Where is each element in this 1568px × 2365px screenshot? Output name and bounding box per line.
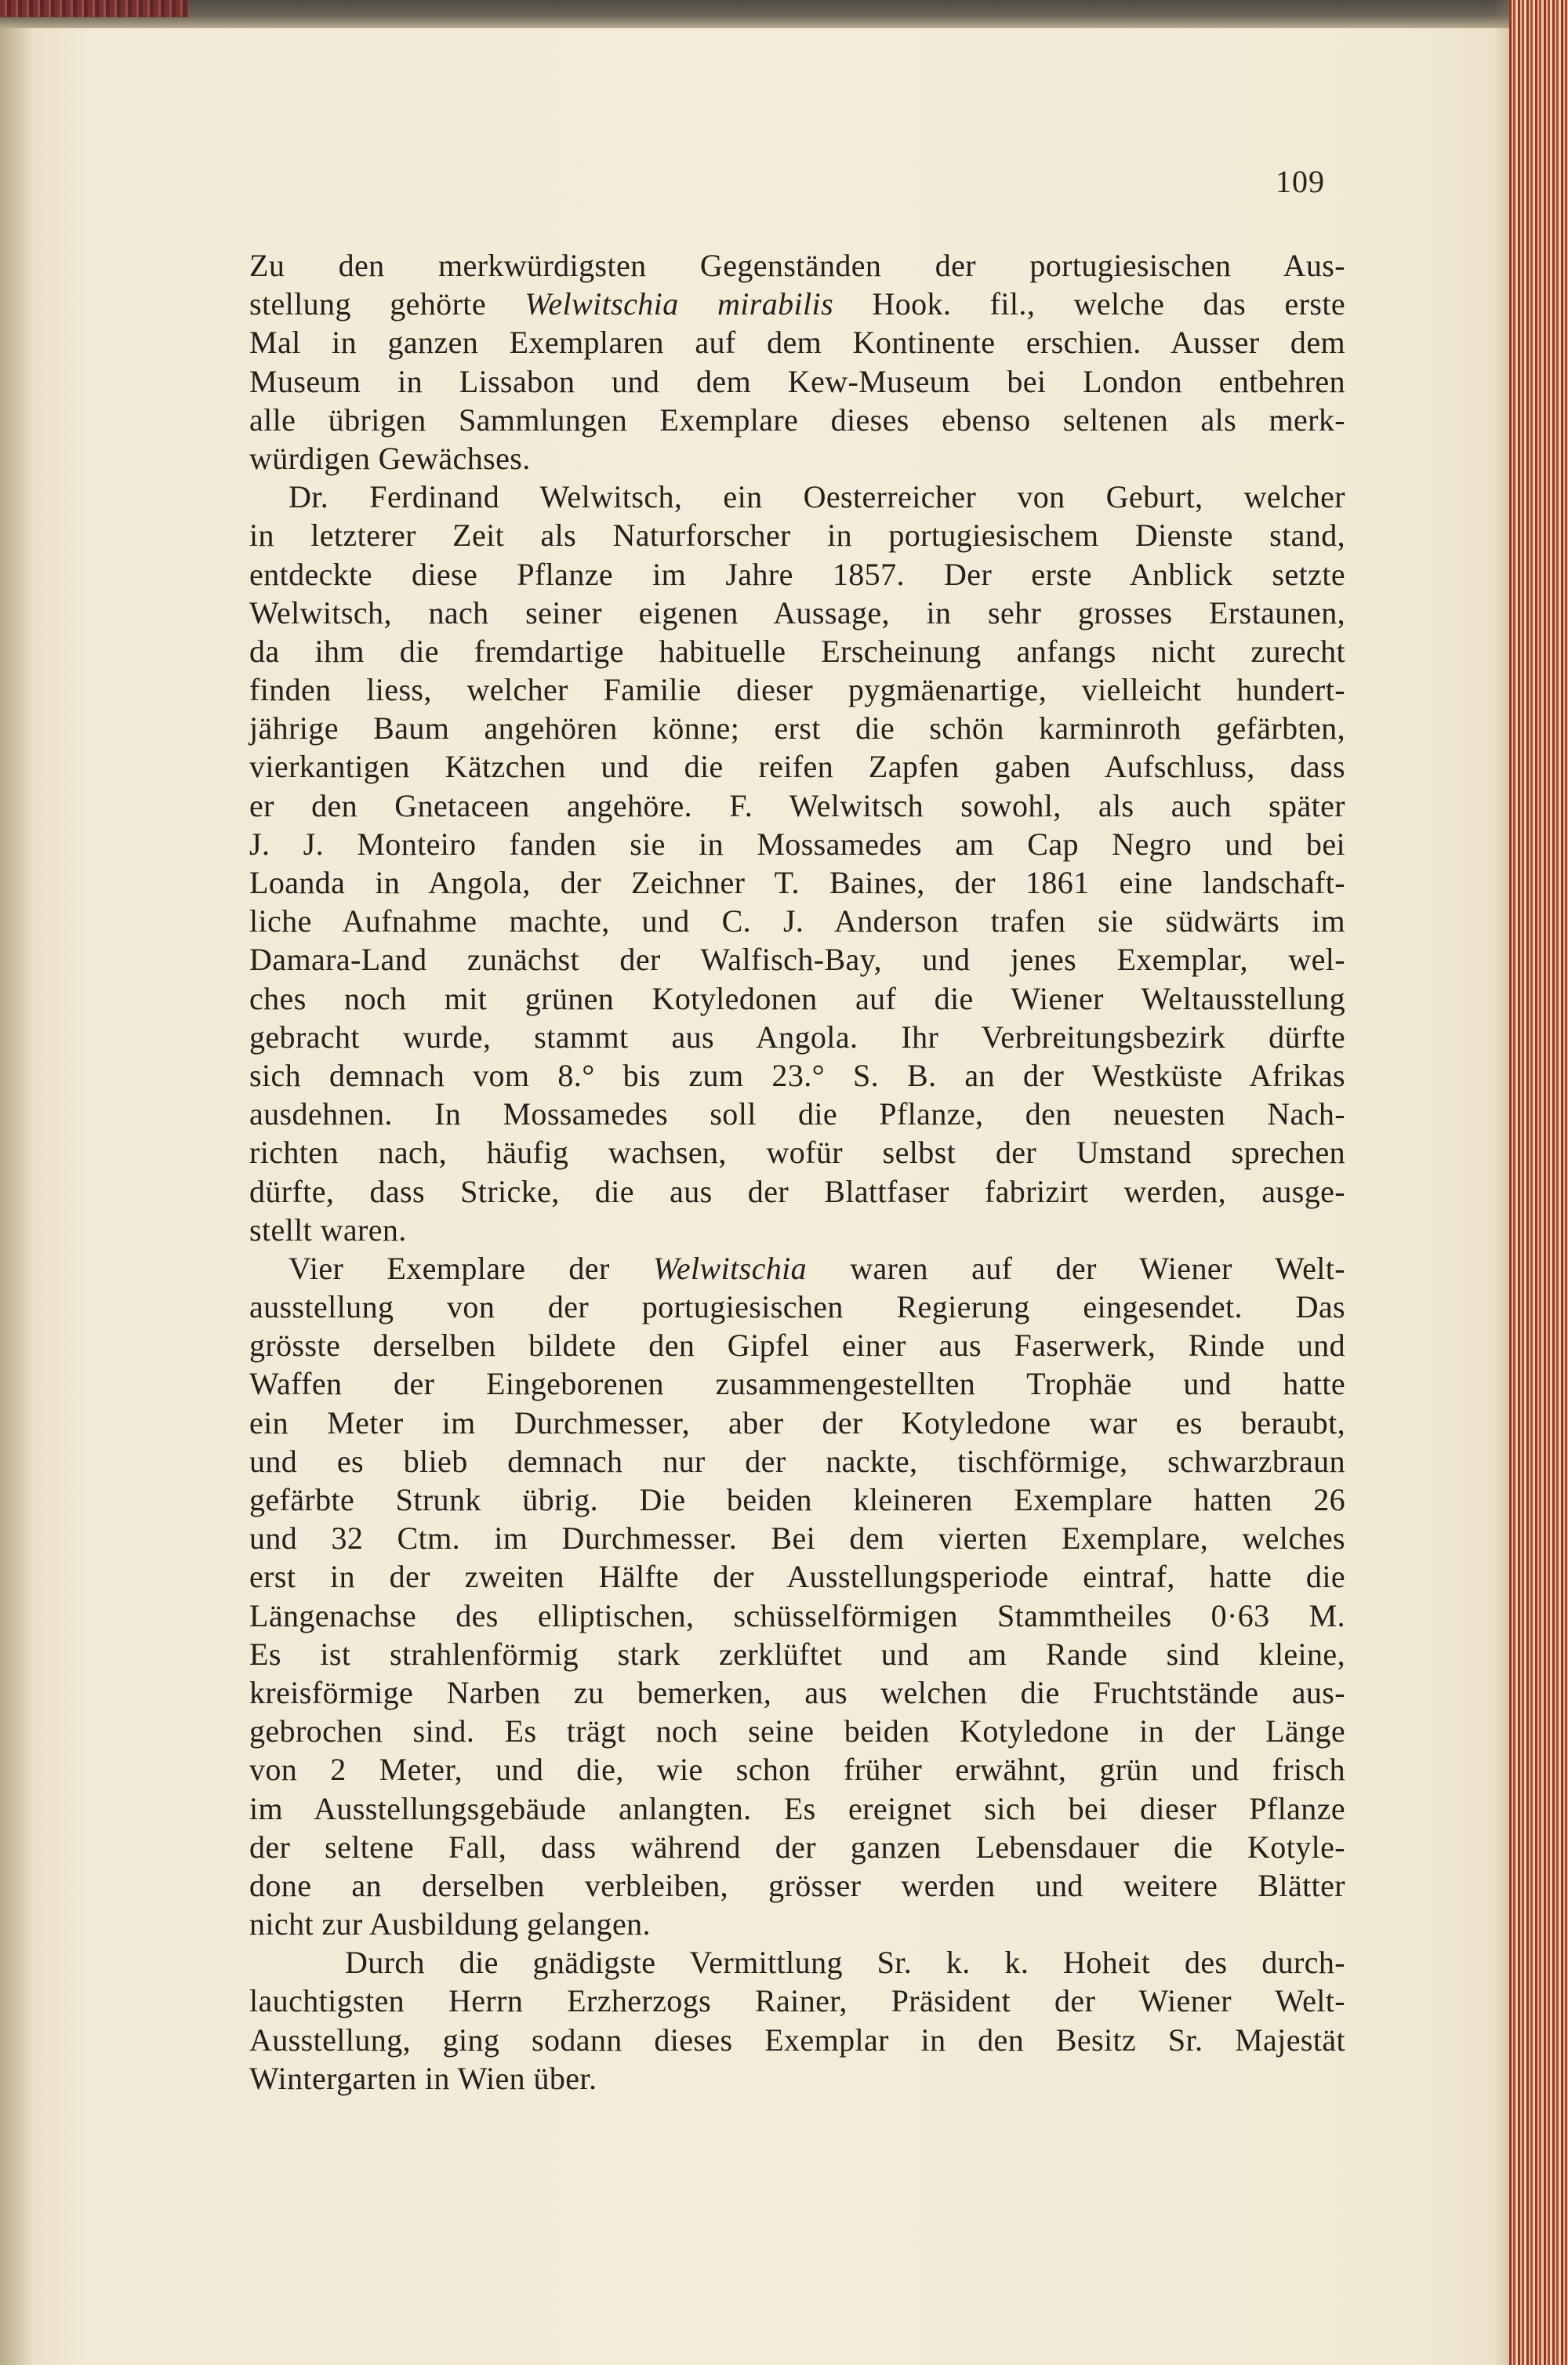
- page-number: 109: [1276, 164, 1325, 199]
- text-line: er den Gnetaceen angehöre. F. Welwitsch sowohl, als auch später: [249, 787, 1345, 823]
- text-line: erst in der zweiten Hälfte der Ausstellungsperiode eintraf, hatte die: [249, 1559, 1345, 1595]
- text-line: alle übrigen Sammlungen Exemplare dieses ebenso seltenen als merk-: [249, 401, 1345, 438]
- text-line: J. J. Monteiro fanden sie in Mossamedes am Cap Negro und bei: [249, 826, 1345, 862]
- text-line: Damara-Land zunächst der Walfisch-Bay, und jenes Exemplar, wel-: [249, 942, 1345, 978]
- text-run: Hook. fil., welche das erste: [833, 286, 1346, 322]
- book-top-edge: [0, 0, 1568, 28]
- text-run: Vier Exemplare der: [289, 1250, 653, 1286]
- text-line: würdigen Gewächses.: [249, 440, 531, 476]
- text-line: lauchtigsten Herrn Erzherzogs Rainer, Präsident der Wiener Welt-: [249, 1983, 1345, 2019]
- gutter-shadow: [0, 28, 31, 2365]
- text-line: vierkantigen Kätzchen und die reifen Zapfen gaben Aufschluss, dass: [249, 749, 1345, 785]
- text-line: jährige Baum angehören könne; erst die schön karminroth gefärbten,: [249, 710, 1345, 747]
- text-line: gebrochen sind. Es trägt noch seine beiden Kotyledone in der Länge: [249, 1713, 1345, 1749]
- text-line: der seltene Fall, dass während der ganzen Lebensdauer die Kotyle-: [249, 1829, 1345, 1865]
- text-line: und es blieb demnach nur der nackte, tischförmige, schwarzbraun: [249, 1443, 1345, 1479]
- page-stack-edge: [1509, 0, 1568, 2365]
- text-line: gebracht wurde, stammt aus Angola. Ihr Verbreitungsbezirk dürfte: [249, 1019, 1345, 1055]
- text-line: Museum in Lissabon und dem Kew-Museum bei London entbehren: [249, 363, 1345, 399]
- text-line: Mal in ganzen Exemplaren auf dem Kontinente erschien. Ausser dem: [249, 325, 1345, 361]
- species-name: Welwitschia: [652, 1250, 808, 1286]
- text-line: finden liess, welcher Familie dieser pygmäenartige, vielleicht hundert-: [249, 672, 1345, 708]
- text-line: Welwitsch, nach seiner eigenen Aussage, in sehr grosses Erstaunen,: [249, 594, 1345, 630]
- text-line: [249, 1249, 1345, 1288]
- text-line: Dr. Ferdinand Welwitsch, ein Oesterreicher von Geburt, welcher: [289, 479, 1345, 515]
- text-line: nicht zur Ausbildung gelangen.: [249, 1906, 651, 1942]
- text-line: gefärbte Strunk übrig. Die beiden kleineren Exemplare hatten 26: [249, 1482, 1345, 1517]
- text-line: Wintergarten in Wien über.: [249, 2060, 597, 2096]
- text-line: Es ist strahlenförmig stark zerklüftet und am Rande sind kleine,: [249, 1636, 1345, 1672]
- text-line: Ausstellung, ging sodann dieses Exemplar in den Besitz Sr. Majestät: [249, 2022, 1345, 2058]
- text-line: und 32 Ctm. im Durchmesser. Bei dem vierten Exemplare, welches: [249, 1520, 1345, 1557]
- text-line: ches noch mit grünen Kotyledonen auf die Wiener Weltausstellung: [249, 980, 1345, 1016]
- text-line: dürfte, dass Stricke, die aus der Blattfaser fabrizirt werden, ausge-: [249, 1173, 1345, 1209]
- text-line: Durch die gnädigste Vermittlung Sr. k. k. Hoheit des durch-: [345, 1945, 1345, 1981]
- text-run: waren auf der Wiener Welt-: [807, 1250, 1345, 1286]
- text-line: Längenachse des elliptischen, schüsselförmigen Stammtheiles 0·63 M.: [249, 1597, 1345, 1633]
- text-line: kreisförmige Narben zu bemerken, aus welchen die Fruchtstände aus-: [249, 1674, 1345, 1710]
- text-line: sich demnach vom 8.° bis zum 23.° S. B. an der Westküste Afrikas: [249, 1057, 1345, 1093]
- text-line: im Ausstellungsgebäude anlangten. Es ereignet sich bei dieser Pflanze: [249, 1790, 1345, 1826]
- text-line: ausdehnen. In Mossamedes soll die Pflanze, den neuesten Nach-: [249, 1096, 1345, 1132]
- text-line: Loanda in Angola, der Zeichner T. Baines, der 1861 eine landschaft-: [249, 865, 1345, 900]
- text-line: ausstellung von der portugiesischen Regierung eingesendet. Das: [249, 1289, 1345, 1325]
- text-line: done an derselben verbleiben, grösser werden und weitere Blätter: [249, 1867, 1345, 1903]
- text-line: da ihm die fremdartige habituelle Erscheinung anfangs nicht zurecht: [249, 633, 1345, 669]
- text-line: Waffen der Eingeborenen zusammengestellten Trophäe und hatte: [249, 1366, 1345, 1402]
- text-line: entdeckte diese Pflanze im Jahre 1857. Der erste Anblick setzte: [249, 556, 1345, 592]
- text-line: [249, 285, 1345, 323]
- text-line: Zu den merkwürdigsten Gegenständen der portugiesischen Aus-: [249, 248, 1345, 283]
- book-spine-ornament: [0, 0, 188, 17]
- text-line: stellt waren.: [249, 1212, 407, 1248]
- text-line: richten nach, häufig wachsen, wofür selbst der Umstand sprechen: [249, 1135, 1345, 1171]
- text-line: von 2 Meter, und die, wie schon früher erwähnt, grün und frisch: [249, 1752, 1345, 1788]
- text-line: liche Aufnahme machte, und C. J. Anderson trafen sie südwärts im: [249, 903, 1345, 939]
- species-name: Welwitschia mirabilis: [524, 286, 834, 322]
- text-run: stellung gehörte: [249, 286, 525, 322]
- body-text: [249, 246, 1345, 2098]
- text-line: grösste derselben bildete den Gipfel einer aus Faserwerk, Rinde und: [249, 1328, 1345, 1364]
- text-line: in letzterer Zeit als Naturforscher in portugiesischem Dienste stand,: [249, 518, 1345, 554]
- text-line: ein Meter im Durchmesser, aber der Kotyledone war es beraubt,: [249, 1404, 1345, 1440]
